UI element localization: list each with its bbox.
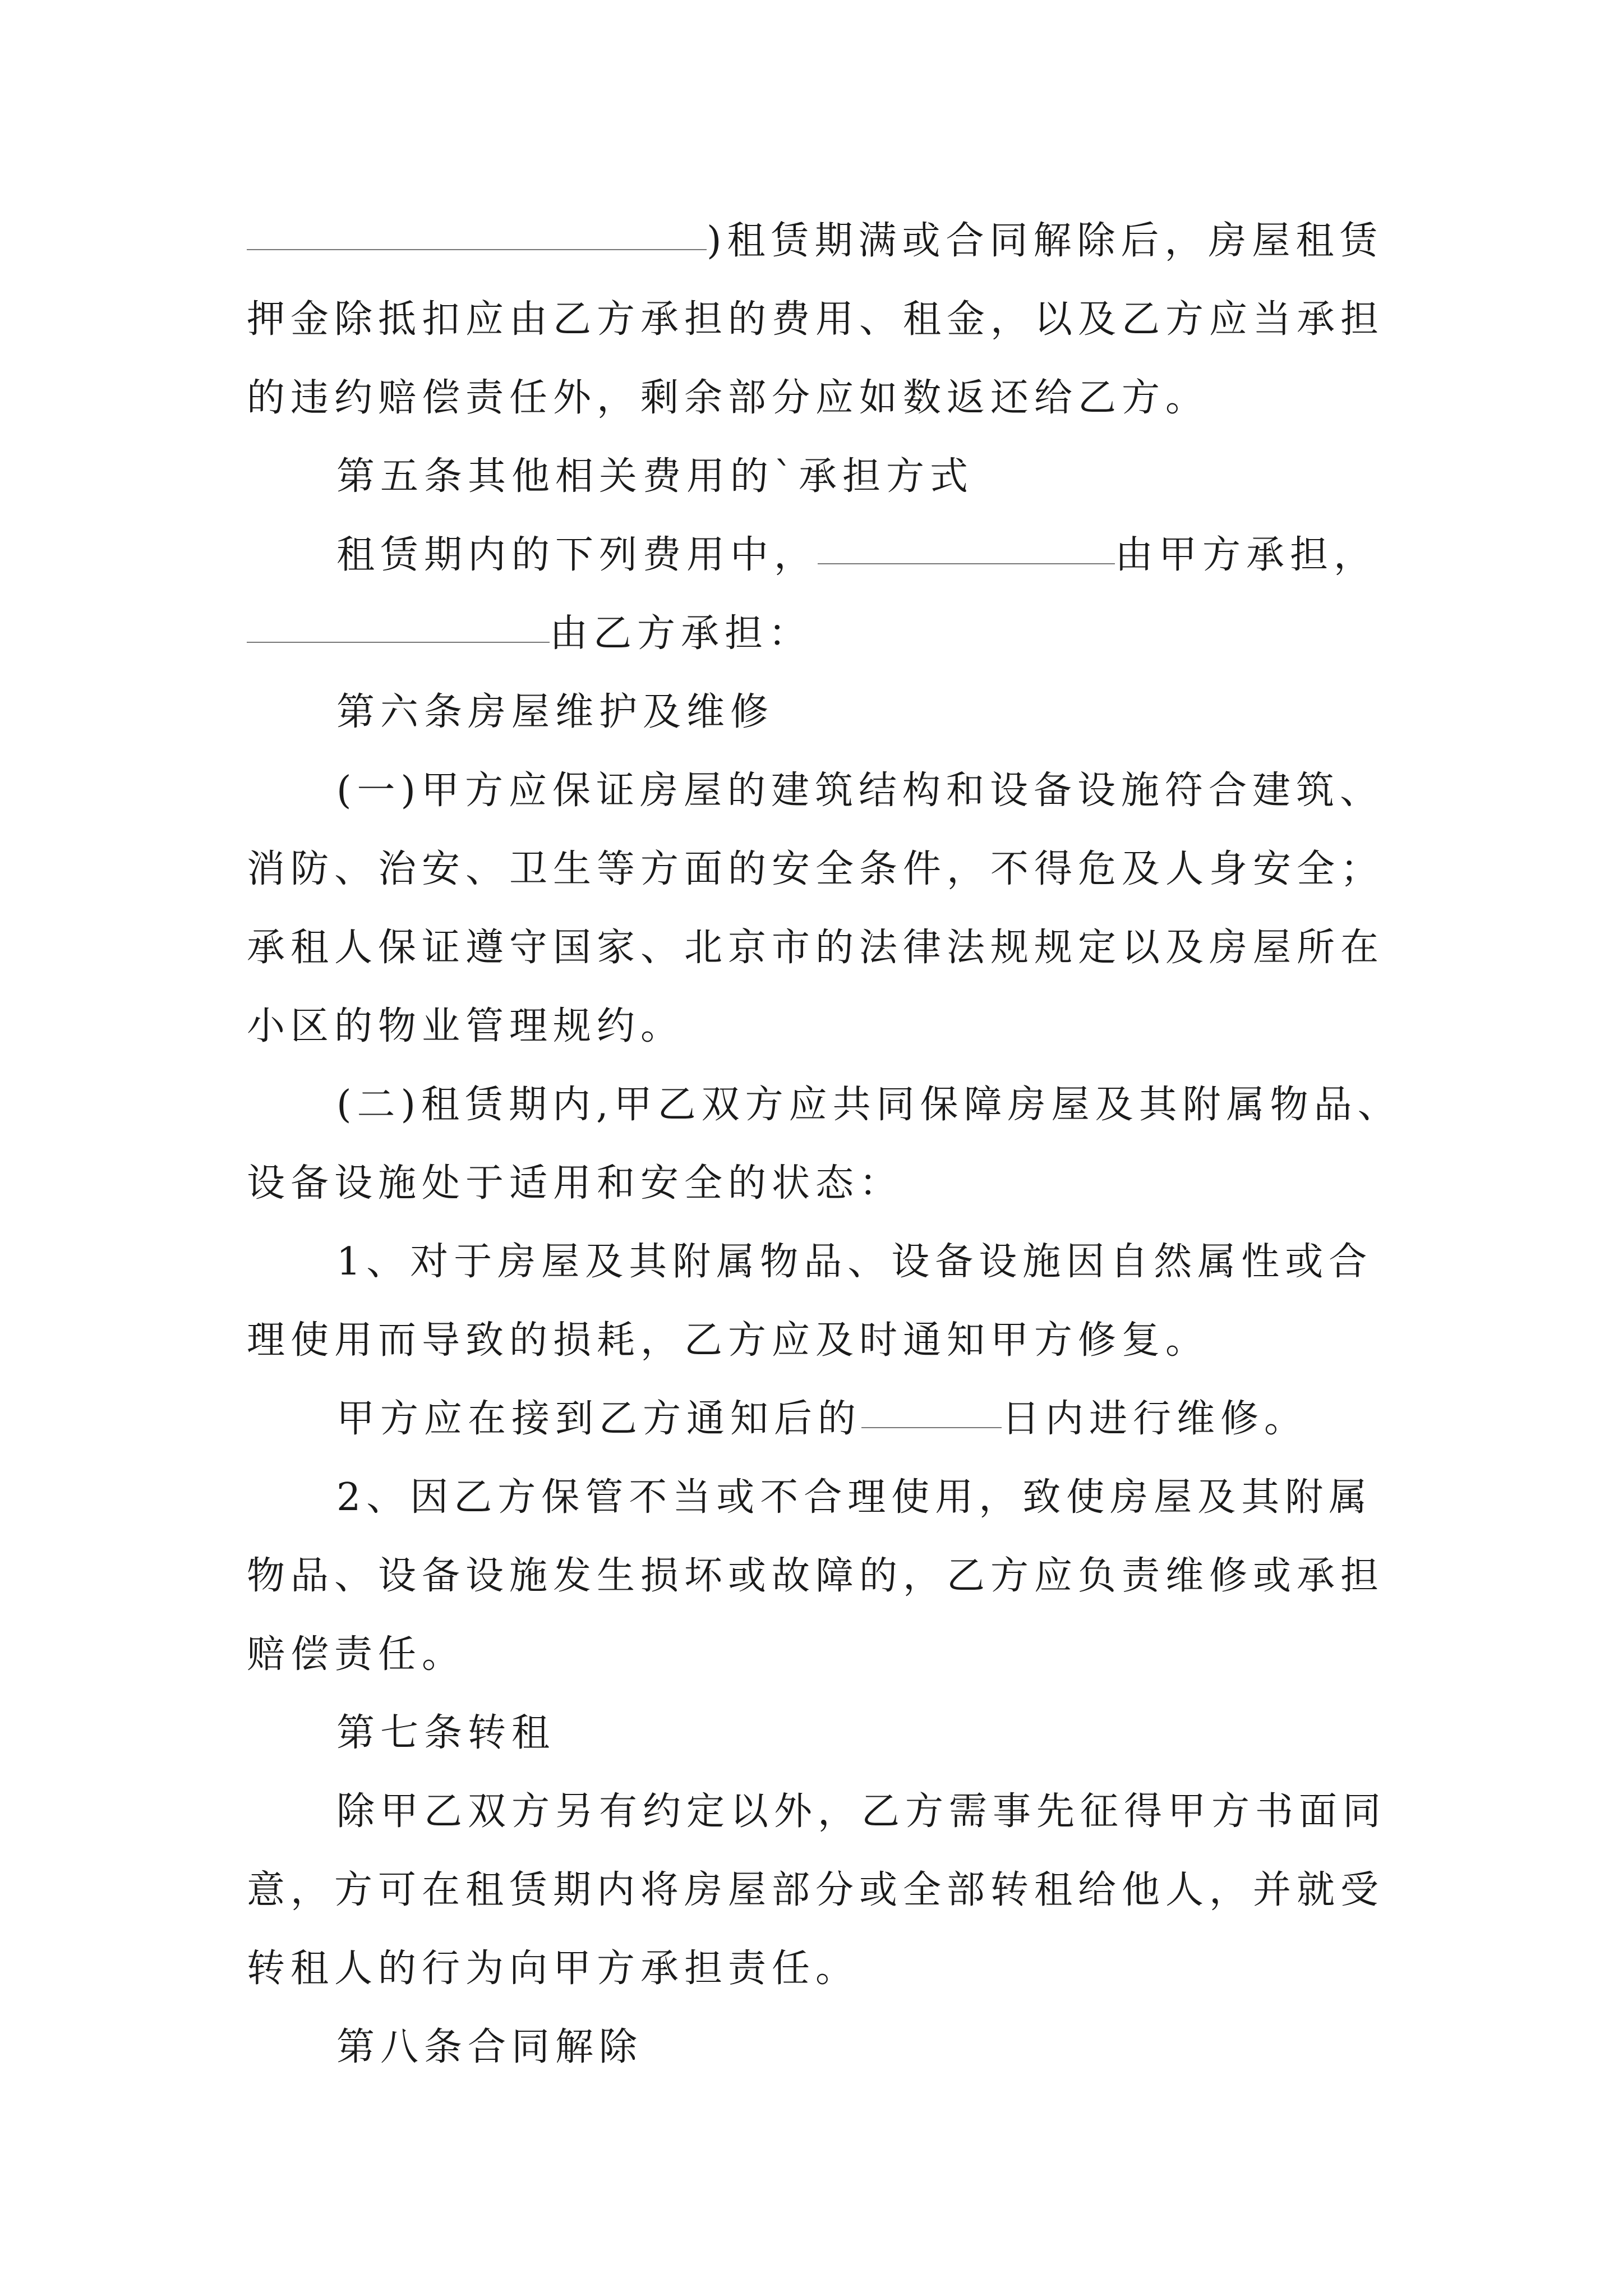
text-line	[336, 1770, 1481, 1854]
line-text: 由乙方承担：	[550, 611, 813, 656]
text-line	[247, 1142, 1391, 1226]
line-text: (一)甲方应保证房屋的建筑结构和设备设施符合建筑、	[336, 769, 1384, 813]
text-line	[336, 749, 1481, 833]
line-text: 消防、治安、卫生等方面的安全条件，不得危及人身安全；	[247, 847, 1385, 891]
line-text: (二)租赁期内,甲乙双方应共同保障房屋及其附属物品、	[336, 1083, 1401, 1127]
text-line	[336, 1377, 1481, 1461]
line-text: 的违约赔偿责任外，剩余部分应如数返还给乙方。	[247, 376, 1210, 420]
line-text: 理使用而导致的损耗，乙方应及时通知甲方修复。	[247, 1318, 1210, 1363]
line-text: 第六条房屋维护及维修	[336, 690, 774, 734]
section-heading	[336, 670, 1481, 754]
line-text: 意，方可在租赁期内将房屋部分或全部转租给他人，并就受	[247, 1868, 1385, 1912]
text-line	[247, 199, 1391, 283]
line-text: 第七条转租	[336, 1711, 556, 1755]
fill-in-blank[interactable]	[861, 1427, 1002, 1428]
line-text: 小区的物业管理规约。	[247, 1004, 685, 1048]
text-line	[247, 1534, 1391, 1618]
line-text: 除甲乙双方另有约定以外，乙方需事先征得甲方书面同	[336, 1789, 1387, 1834]
text-line	[247, 356, 1391, 440]
line-text: 转租人的行为向甲方承担责任。	[247, 1947, 860, 1991]
line-text: 日内进行维修。	[1002, 1397, 1308, 1441]
section-heading	[336, 2005, 1481, 2090]
line-text: 甲方应在接到乙方通知后的	[336, 1397, 862, 1441]
text-line	[247, 827, 1391, 912]
line-text: 设备设施处于适用和安全的状态：	[247, 1161, 903, 1205]
line-text: 第五条其他相关费用的`承担方式	[336, 454, 974, 499]
section-heading	[336, 1691, 1481, 1775]
text-line	[247, 984, 1391, 1069]
text-line	[247, 592, 1391, 676]
line-text: 1、对于房屋及其附属物品、设备设施因自然属性或合	[336, 1240, 1373, 1284]
text-line	[247, 278, 1391, 362]
fill-in-blank[interactable]	[818, 563, 1115, 564]
line-text: 物品、设备设施发生损坏或故障的，乙方应负责维修或承担	[247, 1554, 1385, 1598]
line-text: 2、因乙方保管不当或不合理使用，致使房屋及其附属	[336, 1475, 1373, 1520]
fill-in-blank[interactable]	[247, 249, 707, 250]
text-line	[336, 1063, 1481, 1147]
line-text: )租赁期满或合同解除后，房屋租赁	[707, 219, 1384, 263]
text-line	[336, 1220, 1481, 1304]
text-line	[247, 1613, 1391, 1697]
text-line	[247, 906, 1391, 990]
line-text: 租赁期内的下列费用中，	[336, 533, 818, 577]
line-text: 第八条合同解除	[336, 2025, 643, 2069]
text-line	[336, 513, 1481, 597]
section-heading	[336, 435, 1481, 519]
line-text: 由甲方承担，	[1115, 533, 1378, 577]
text-line	[336, 1456, 1481, 1540]
text-line	[247, 1848, 1391, 1932]
line-text: 押金除抵扣应由乙方承担的费用、租金，以及乙方应当承担	[247, 297, 1385, 342]
line-text: 承租人保证遵守国家、北京市的法律法规规定以及房屋所在	[247, 926, 1385, 970]
fill-in-blank[interactable]	[247, 641, 550, 643]
text-line	[247, 1927, 1391, 2011]
line-text: 赔偿责任。	[247, 1632, 466, 1677]
text-line	[247, 1299, 1391, 1383]
